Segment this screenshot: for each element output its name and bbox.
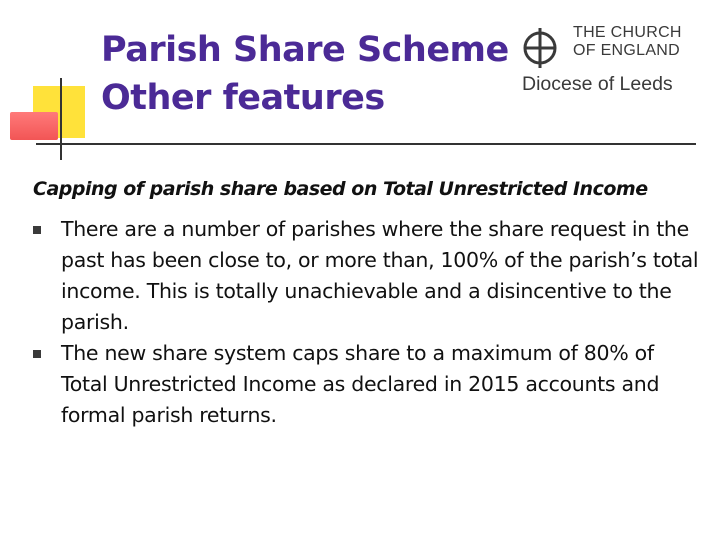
logo-church-line-1: THE CHURCH <box>573 24 682 41</box>
bullet-text: There are a number of parishes where the share request in the past has been close to, or more than, 100% of the parish’s total income. This is totally unachievable and a disincentive to the parish. <box>61 217 699 334</box>
slide-title <box>101 26 509 122</box>
list-item <box>33 214 703 338</box>
header-divider-line <box>36 143 696 145</box>
logo-church-text <box>573 24 682 60</box>
section-subheading: Capping of parish share based on Total Unrestricted Income <box>33 178 648 200</box>
bullet-square-icon <box>33 226 41 234</box>
bullet-square-icon <box>33 350 41 358</box>
church-cross-icon <box>520 26 566 70</box>
header-vertical-line <box>60 78 62 160</box>
bullet-list <box>33 214 703 431</box>
decorative-red-rectangle <box>10 112 58 140</box>
logo-church-line-2: OF ENGLAND <box>573 42 681 59</box>
logo-diocese-text: Diocese of Leeds <box>522 73 673 95</box>
church-of-england-logo <box>520 24 690 96</box>
list-item <box>33 338 703 431</box>
title-line-2: Other features <box>101 78 385 118</box>
title-line-1: Parish Share Scheme <box>101 30 509 70</box>
bullet-text: The new share system caps share to a maximum of 80% of Total Unrestricted Income as declared in 2015 accounts and formal parish returns. <box>61 341 660 427</box>
